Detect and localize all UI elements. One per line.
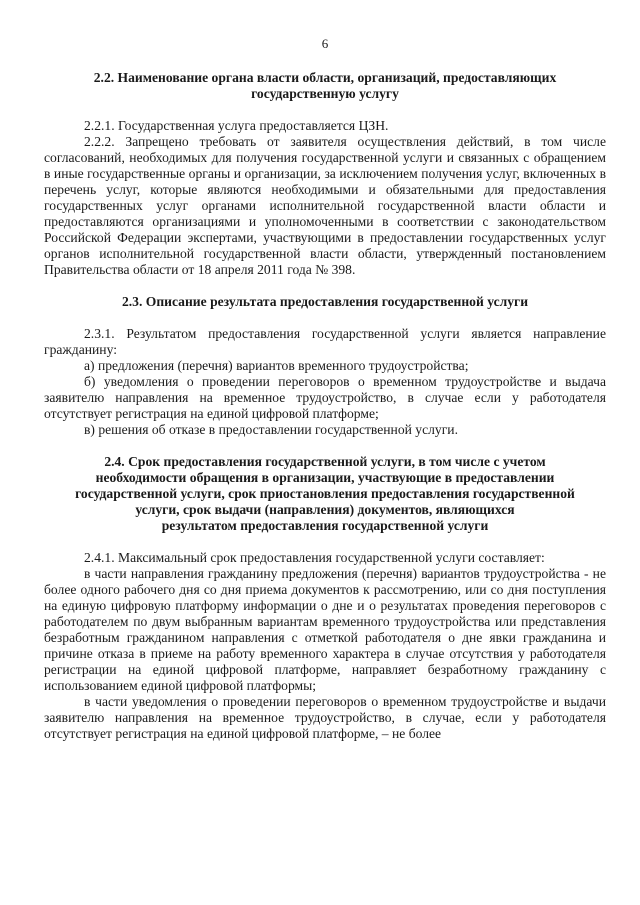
list-item-a: а) предложения (перечня) вариантов временного трудоустройства; [84,358,469,373]
heading-line: услуги, срок выдачи (направления) документов, являющихся [135,502,515,517]
heading-line: 2.4. Срок предоставления государственной услуги, в том числе с учетом [104,454,546,469]
list-item-v: в) решения об отказе в предоставлении государственной услуги. [84,422,458,437]
paragraph-2-2-2: 2.2.2. Запрещено требовать от заявителя осуществления действий, в том числе согласований, необходимых для получения государственной услуги и связанных с обращением в иные государственные органы и организации, за исключением получения услуг, включенных в перечень услуг, которые являются необходимыми и обязательными для предоставления государственных услуг органами исполнительной государственной власти области и предоставляются организациями и уполномоченными в соответствии с законодательством Российской Федерации экспертами, участвующими в предоставлении государственных услуг органов исполнительной государственной власти области, утвержденный постановлением Правительства области от 18 апреля 2011 года № 398. [44,134,606,277]
heading-line: необходимости обращения в организации, участвующие в предоставлении [95,470,555,485]
paragraph-2-3-1: 2.3.1. Результатом предоставления государственной услуги является направление гражданину: [44,326,606,357]
heading-line: 2.2. Наименование органа власти области, организаций, предоставляющих [93,70,557,85]
paragraph-2-4-1-b: в части уведомления о проведении переговоров о временном трудоустройстве и выдачи заявителю направления на временное трудоустройство, в случае, если у работодателя отсутствует регистрация на единой цифровой платформе, – не более [44,694,606,741]
section-heading-2-2 [44,70,606,102]
paragraph-2-4-1-a: в части направления гражданину предложения (перечня) вариантов трудоустройства - не более одного рабочего дня со дня приема документов к рассмотрению, или со дня поступления на единую цифровую платформу информации о дне и о результатах проведения переговоров с работодателем по двум выбранным вариантам временного трудоустройства или представления безработным гражданином направления с отметкой работодателя о дне явки гражданина и причине отказа в приеме на работу временного характера в случае отсутствия у работодателя регистрации на единой цифровой платформе, направляет безработному гражданину с использованием единой цифровой платформы; [44,566,606,693]
page-number: 6 [321,36,329,51]
section-heading-2-3: 2.3. Описание результата предоставления государственной услуги [121,294,529,309]
paragraph-2-2-1: 2.2.1. Государственная услуга предоставляется ЦЗН. [84,118,389,133]
heading-line: государственной услуги, срок приостановления предоставления государственной [75,486,575,501]
heading-line: результатом предоставления государственной услуги [161,518,489,533]
heading-line: государственную услугу [251,86,399,101]
paragraph-2-4-1: 2.4.1. Максимальный срок предоставления государственной услуги составляет: [84,550,545,565]
list-item-b: б) уведомления о проведении переговоров о временном трудоустройстве и выдача заявителю направления на временное трудоустройство, в случае если у работодателя отсутствует регистрация на единой цифровой платформе; [44,374,606,421]
section-heading-2-4 [44,454,606,534]
